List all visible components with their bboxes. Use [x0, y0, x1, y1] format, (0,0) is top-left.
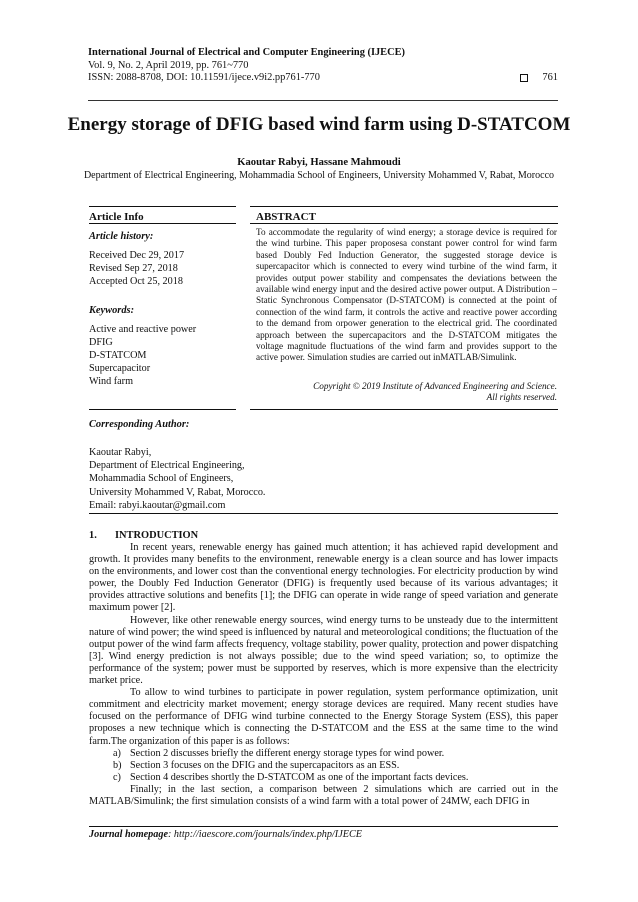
history-revised: Revised Sep 27, 2018: [89, 263, 178, 274]
footer-divider: [89, 826, 558, 827]
corresponding-author-details: Kaoutar Rabyi, Department of Electrical Engineering, Mohammadia School of Engineers, University Mohammed V, Rabat, Morocco. Email: rabyi.kaoutar@gmail.com: [89, 447, 266, 511]
journal-name: International Journal of Electrical and Computer Engineering (IJECE): [88, 47, 406, 58]
front-matter-rule: [89, 513, 558, 514]
issn-doi: ISSN: 2088-8708, DOI: 10.11591/ijece.v9i2.pp761-770: [88, 72, 320, 83]
author-email: Email: rabyi.kaoutar@gmail.com: [89, 499, 226, 511]
issn-row: [88, 72, 558, 85]
journal-volume: Vol. 9, No. 2, April 2019, pp. 761~770: [88, 59, 249, 71]
article-info-heading: Article Info: [89, 211, 144, 223]
paper-title: Energy storage of DFIG based wind farm using D-STATCOM: [67, 114, 571, 135]
copyright-notice: Copyright © 2019 Institute of Advanced Engineering and Science. All rights reserved.: [313, 381, 557, 403]
paragraph: However, like other renewable energy sources, wind energy turns to be unsteady due to the intermittent nature of wind power; the wind speed is influenced by natural and meteorological conditions; the fluctuation of the output power of the wind farm affects frequency, voltage stability, power quality, protection and power dispatching [3]. Wind energy prediction is not always possible; due to the wind speed variation; so, to optimize the performance of the system; power must be supported by reserves, which is more expensive than the electricity market price.: [89, 614, 558, 687]
header-divider: [88, 100, 558, 101]
homepage-link[interactable]: : http://iaescore.com/journals/index.php/IJECE: [167, 829, 362, 840]
abstract-heading: ABSTRACT: [256, 211, 316, 223]
paragraph: To allow to wind turbines to participate in power regulation, system performance optimization, unit commitment and electricity market movement; energy storage devices are required. Many recent studies have focused on the performance of DFIG wind turbine connected to the Energy Storage System (ESS), this paper proposes a new technique which is connecting the D-STATCOM and the ESS at the same time to the wind farm.The organization of this paper is as follows:: [89, 687, 558, 747]
history-list: [89, 249, 184, 288]
info-heading-rule: [89, 223, 236, 224]
article-history-label: Article history:: [89, 231, 154, 242]
list-item: c) Section 4 describes shortly the D-STATCOM as one of the important facts devices.: [113, 771, 469, 783]
history-accepted: Accepted Oct 25, 2018: [89, 276, 183, 287]
abstract-bottom-rule: [250, 409, 558, 410]
paragraph: In recent years, renewable energy has gained much attention; it has achieved rapid development and growth. It provides many benefits to the environment, renewable energy is a clean source and has lower impacts on the environments, and lower cost than the conventional energy technologies. For electricity production by wind power, the Doubly Fed Induction Generator (DFIG) is frequently used because of its various advantages; it provides attractive solutions and benefits [1]; the DFIG can operate in wide range of speed variation and generate maximum power [2].: [89, 542, 558, 614]
page-number: 761: [542, 72, 558, 83]
info-top-rule: [89, 206, 236, 207]
keyword-item: D-STATCOM: [89, 350, 147, 361]
abstract-text: To accommodate the regularity of wind energy; a storage device is required for the wind turbine. This paper proposesa constant power control for wind farm based Doubly Fed Induction Generator, the suggested storage device is supercapacitor which is connected to every wind turbine of the wind farm, it provides output power stability and compensates the deviations between the available wind energy input and the desired active power output. A Distribution – Static Synchronous Compensator (D-STATCOM) is connected at the point of connection of the wind farm, it controls the active and reactive power according to the demand from orpower generation to the electrical grid. The coordinated approach between the supercapacitors and the D-STATCOM mitigates the voltage magnitude fluctuations of the wind farm and provides support to the active power. Simulation studies are carried out inMATLAB/Simulink.: [256, 227, 557, 363]
keyword-item: Wind farm: [89, 376, 134, 387]
keywords-list: [89, 323, 196, 388]
list-item: a) Section 2 discusses briefly the different energy storage types for wind power.: [113, 747, 445, 759]
section-heading: 1. INTRODUCTION: [89, 530, 199, 541]
abstract-heading-rule: [250, 223, 558, 224]
history-received: Received Dec 29, 2017: [89, 250, 185, 261]
corresponding-author-label: Corresponding Author:: [89, 419, 190, 430]
keywords-label: Keywords:: [89, 305, 135, 316]
running-header: [88, 47, 558, 85]
checkbox-square-icon: [520, 74, 528, 82]
list-item: b) Section 3 focuses on the DFIG and the supercapacitors as an ESS.: [113, 759, 400, 771]
keyword-item: Active and reactive power: [89, 324, 197, 335]
keyword-item: Supercapacitor: [89, 363, 151, 374]
affiliation: Department of Electrical Engineering, Mohammadia School of Engineers, University Mohammed V, Rabat, Morocco: [83, 170, 555, 181]
paragraph: Finally; in the last section, a comparison between 2 simulations which are carried out in the MATLAB/Simulink; the first simulation consists of a wind farm with a total power of 24MW, each DFIG in: [89, 783, 558, 807]
info-bottom-rule: [89, 409, 236, 410]
section-body: [89, 542, 558, 808]
authors: Kaoutar Rabyi, Hassane Mahmoudi: [237, 157, 401, 168]
abstract-top-rule: [250, 206, 558, 207]
journal-homepage: Journal homepage: http://iaescore.com/journals/index.php/IJECE: [89, 829, 362, 840]
keyword-item: DFIG: [89, 337, 113, 348]
